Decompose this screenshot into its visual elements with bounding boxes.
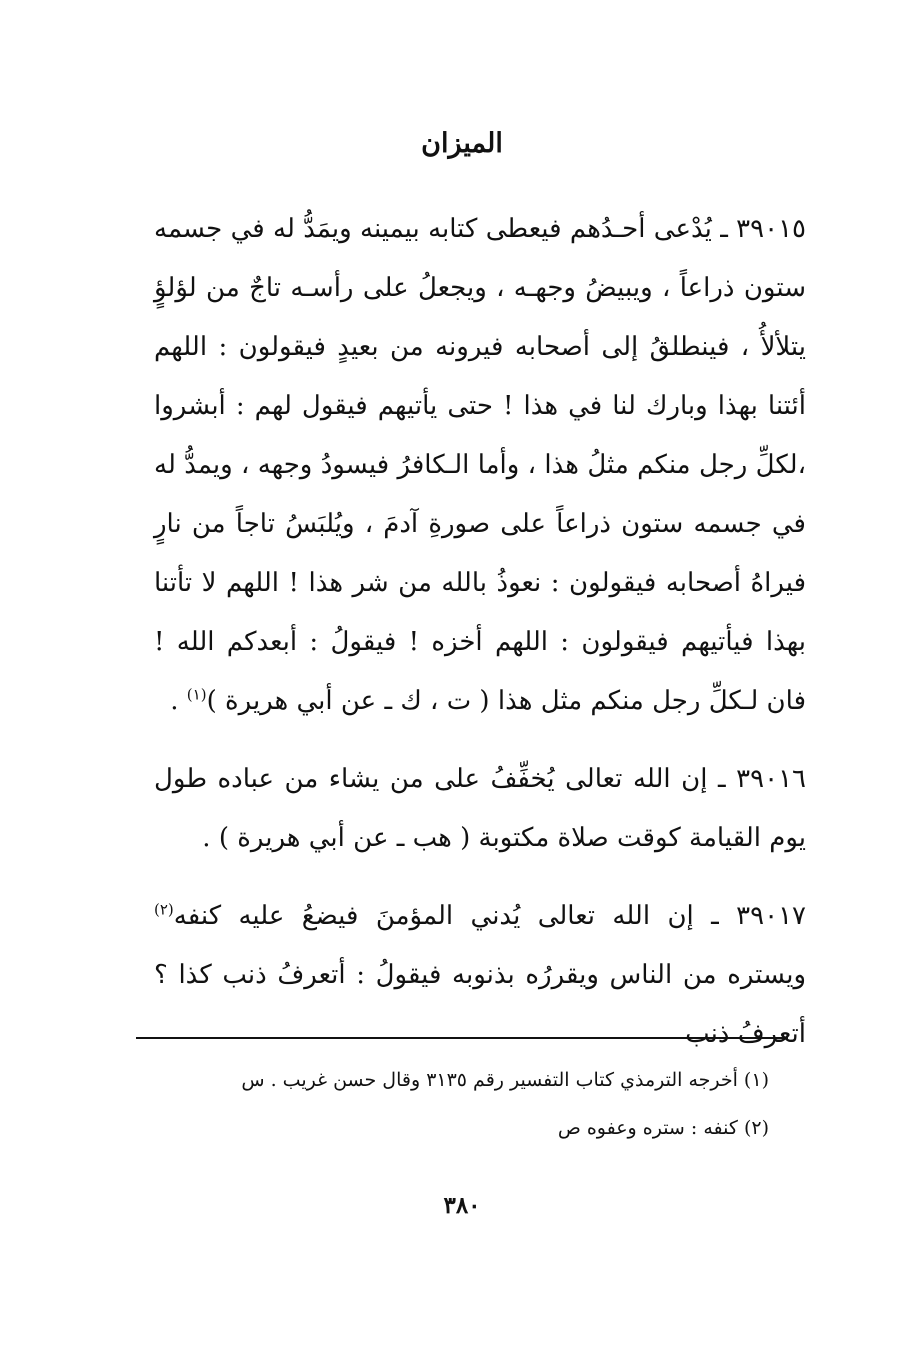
hadith-text: إن الله تعالى يُدني المؤمنَ فيضعُ عليه كنفه bbox=[173, 901, 694, 931]
separator: ـ bbox=[711, 214, 737, 244]
page-number: ٣٨٠ bbox=[443, 1192, 481, 1219]
hadith-39016 bbox=[154, 750, 806, 868]
hadith-text: يُدْعى أحـدُهم فيعطى كتابه بيمينه ويمَدُّ له في جسمه ستون ذراعاً ، ويبيضُ وجهـه ، ويجعلُ على رأسـه تاجٌ من لؤلؤٍ يتلألأُ ، فينطلقُ إلى أصحابه فيرونه من بعيدٍ فيقولون : اللهم أئتنا بهذا وبارك لنا في هذا ! حتى يأتيهم فيقول لهم : أبشروا ،لكلِّ رجل منكم مثلُ هذا ، وأما الـكافرُ فيسودُ وجهه ، ويمدُّ له في جسمه ستون ذراعاً على صورةِ آدمَ ، ويُلبَسُ تاجاً من نارٍ فيراهُ أصحابه فيقولون : نعوذُ بالله من شر هذا ! اللهم لا تأتنا بهذا فيأتيهم فيقولون : اللهم أخزه ! فيقولُ : أبعدكم الله ! فان لـكلِّ رجل منكم مثل هذا ( ت ، ك ـ عن أبي هريرة ) bbox=[154, 214, 806, 716]
main-text bbox=[154, 200, 806, 1064]
separator: ـ bbox=[707, 764, 737, 794]
page-title: الميزان bbox=[421, 128, 503, 159]
hadith-text: إن الله تعالى يُخفِّفُ على من يشاء من عباده طول يوم القيامة كوقت صلاة مكتوبة ( هب ـ عن أبي هريرة ) . bbox=[154, 764, 806, 853]
hadith-number: ٣٩٠١٦ bbox=[736, 764, 806, 794]
hadith-number: ٣٩٠١٧ bbox=[736, 901, 806, 931]
footnotes bbox=[129, 1062, 769, 1158]
hadith-text-continued: ويستره من الناس ويقررُه بذنوبه فيقولُ : أتعرفُ ذنب كذا ؟ أتعرفُ ذنب bbox=[154, 960, 806, 1049]
footnote-1: (١) أخرجه الترمذي كتاب التفسير رقم ٣١٣٥ وقال حسن غريب . س bbox=[241, 1069, 769, 1091]
separator: ـ bbox=[693, 901, 737, 931]
footnote-ref-2: (٢) bbox=[154, 900, 174, 919]
hadith-number: ٣٩٠١٥ bbox=[736, 214, 806, 244]
hadith-tail: . bbox=[170, 686, 187, 716]
footnote-2: (٢) كنفه : ستره وعفوه ص bbox=[557, 1117, 769, 1139]
footnote-divider bbox=[136, 1037, 788, 1039]
footnote-ref-1: (١) bbox=[186, 685, 207, 704]
hadith-39015 bbox=[154, 200, 806, 731]
